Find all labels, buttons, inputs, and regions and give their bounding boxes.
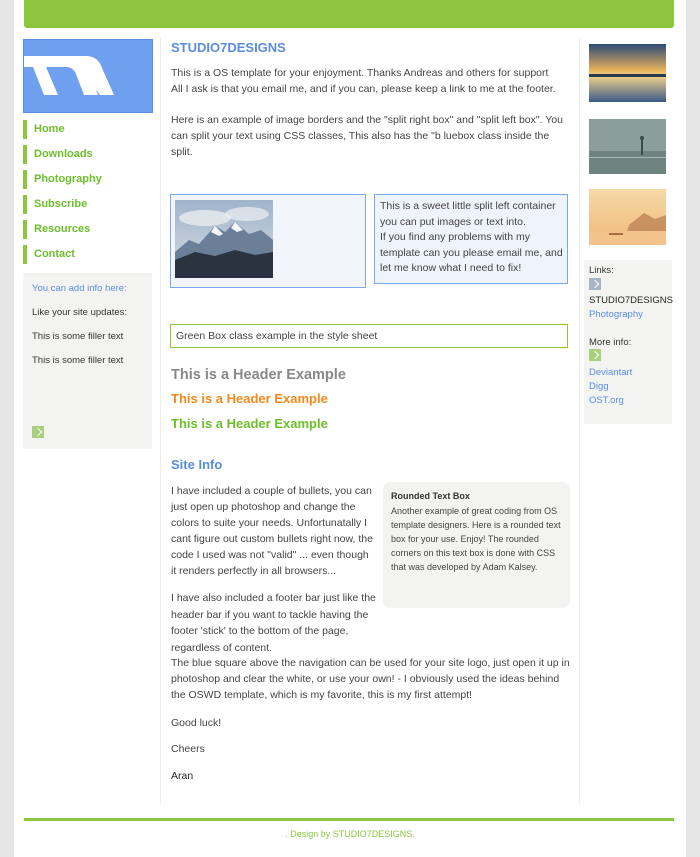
nav-photography[interactable]: Photography xyxy=(23,170,153,189)
site-info-heading: Site Info xyxy=(171,457,223,472)
link-icon[interactable] xyxy=(589,278,601,290)
nav-home[interactable]: Home xyxy=(23,120,153,139)
header-example-gray: This is a Header Example xyxy=(171,367,346,383)
rounded-box-title: Rounded Text Box xyxy=(391,491,470,501)
split-left-box xyxy=(374,194,568,284)
deviantart-link[interactable]: Deviantart xyxy=(589,367,633,378)
rounded-box-body: Another example of great coding from OS template designers. Here is a rounded text box for your use. Enjoy! The rounded corners on this text box is done with CSS that was developed by Adam Kalsey. xyxy=(391,506,561,572)
page xyxy=(14,0,686,857)
rounded-text-box xyxy=(383,482,570,608)
nav-downloads[interactable]: Downloads xyxy=(23,145,153,164)
cheers-text: Cheers xyxy=(171,743,205,755)
header-bar xyxy=(24,0,674,28)
split-right-box xyxy=(170,194,366,288)
sunset-thumbnail[interactable] xyxy=(589,44,666,102)
mountain-image xyxy=(175,200,273,278)
header-example-orange: This is a Header Example xyxy=(171,391,328,406)
page-title: STUDIO7DESIGNS xyxy=(171,40,286,55)
logo-paragraph: The blue square above the navigation can be used for your site logo, just open it up in photoshop and clear the white, or use your own! - I obviously used the ideas behind the OSWD template, which is my favorite, this is my first attempt! xyxy=(171,657,570,701)
filler-text: This is some filler text xyxy=(32,355,124,366)
intro-line-1: This is a OS template for your enjoyment. Thanks Andreas and others for support xyxy=(171,67,549,79)
footer-paragraph: I have also included a footer bar just like the header bar if you want to tackle having the footer 'stick' to the bottom of the page, regardless of content. xyxy=(171,592,376,654)
footer-credit[interactable]: . Design by STUDIO7DESIGNS. xyxy=(285,829,415,839)
more-info-label: More info: xyxy=(589,337,632,348)
updates-label: Like your site updates: xyxy=(32,307,128,318)
add-info-label: You can add info here: xyxy=(32,283,127,294)
logo-mark-icon xyxy=(24,40,152,112)
good-luck-text: Good luck! xyxy=(171,717,222,729)
site-logo[interactable] xyxy=(23,39,153,113)
nav-contact[interactable]: Contact xyxy=(23,245,153,264)
split-description: Here is an example of image borders and the "split right box" and "split left box". You can split your text using CSS classes, This also has the "b luebox class inside the split. xyxy=(171,114,563,158)
lake-thumbnail[interactable] xyxy=(589,189,666,245)
ost-link[interactable]: OST.org xyxy=(589,395,624,406)
right-sidebar-box xyxy=(584,260,672,424)
filler-text: This is some filler text xyxy=(32,331,124,342)
nav-subscribe[interactable]: Subscribe xyxy=(23,195,153,214)
heron-thumbnail[interactable] xyxy=(589,119,666,174)
main-nav xyxy=(23,120,153,270)
author-name: Aran xyxy=(171,770,194,782)
links-label: Links: xyxy=(589,265,614,276)
info-icon[interactable] xyxy=(589,349,601,361)
photography-link[interactable]: Photography xyxy=(589,309,643,320)
main-content xyxy=(160,38,580,804)
header-example-green: This is a Header Example xyxy=(171,416,328,431)
intro-line-2: All I ask is that you email me, and if you can, please keep a link to me at the footer. xyxy=(171,83,556,95)
sidebar-info-box xyxy=(23,273,152,449)
digg-link[interactable]: Digg xyxy=(589,381,609,392)
bullets-paragraph: I have included a couple of bullets, you can just open up photoshop and change the colors to suite your needs. Unfortunatally I cant figure out custom bullets right now, the code I used was not "valid" ... even though it renders perfectly in all browsers... xyxy=(171,485,373,577)
rss-icon[interactable] xyxy=(32,426,44,438)
studio-link[interactable]: STUDIO7DESIGNS xyxy=(589,295,673,306)
green-box: Green Box class example in the style sheet xyxy=(170,324,568,348)
nav-resources[interactable]: Resources xyxy=(23,220,153,239)
split-left-text: This is a sweet little split left container you can put images or text into. If you find any problems with my template can you please email me, and let me know what I need to fix! xyxy=(380,200,563,274)
footer-bar xyxy=(24,818,674,821)
